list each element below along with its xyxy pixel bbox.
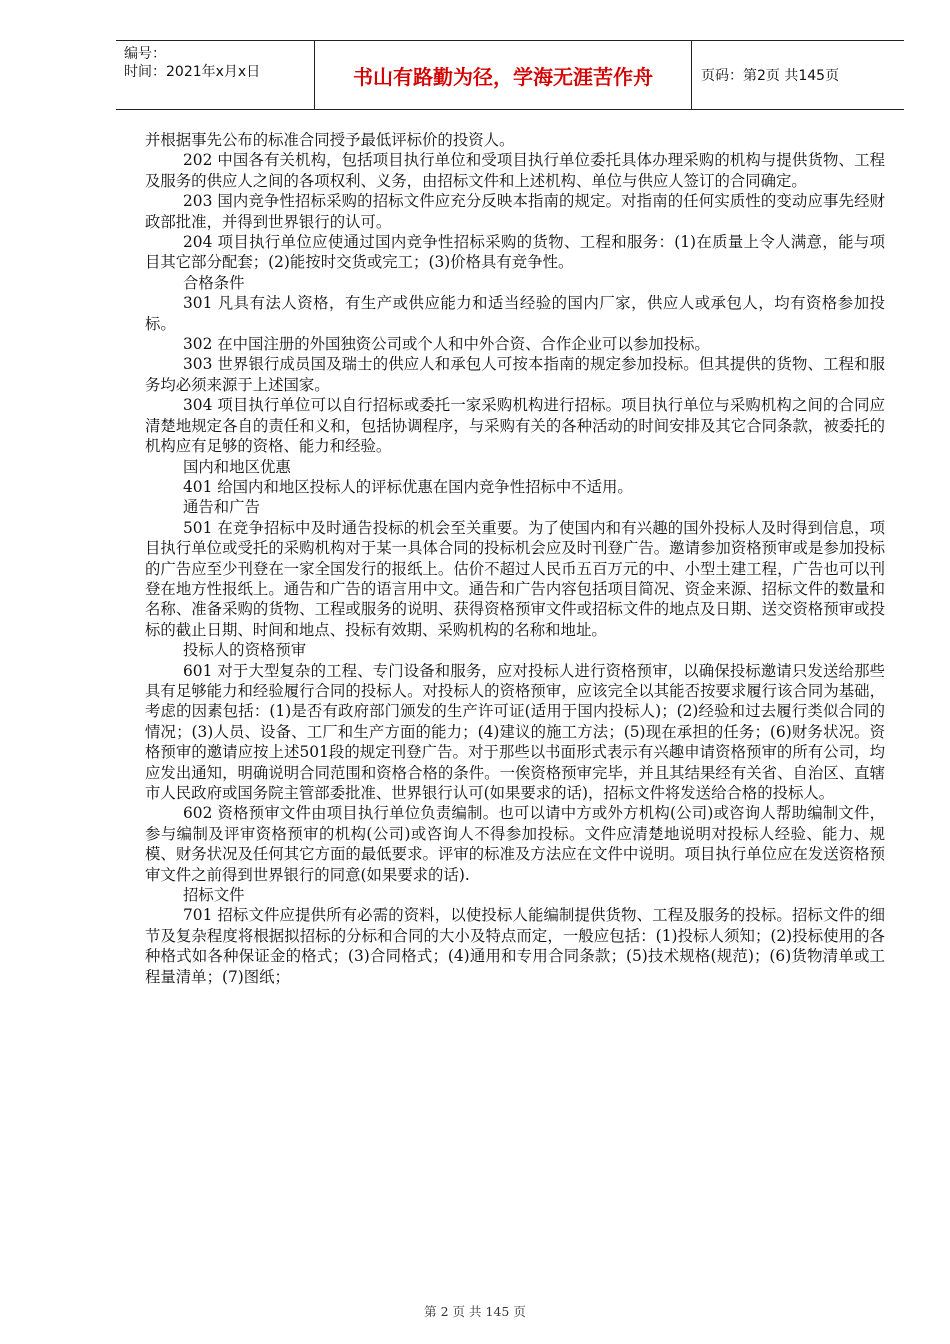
- header-motto: 书山有路勤为径，学海无涯苦作舟: [314, 41, 692, 109]
- header-meta: [116, 41, 314, 109]
- body-paragraph: 302 在中国注册的外国独资公司或个人和中外合资、合作企业可以参加投标。: [183, 335, 710, 354]
- body-paragraph: 203 国内竞争性招标采购的招标文件应充分反映本指南的规定。对指南的任何实质性的变动应事先经财政部批准，并得到世界银行的认可。: [145, 192, 885, 231]
- body-paragraph: 303 世界银行成员国及瑞士的供应人和承包人可按本指南的规定参加投标。但其提供的货物、工程和服务均必须来源于上述国家。: [145, 355, 885, 394]
- section-heading: 国内和地区优惠: [183, 457, 291, 476]
- body-paragraph: 401 给国内和地区投标人的评标优惠在国内竞争性招标中不适用。: [183, 477, 633, 496]
- body-paragraph: 202 中国各有关机构，包括项目执行单位和受项目执行单位委托具体办理采购的机构与提供货物、工程及服务的供应人之间的各项权利、义务，由招标文件和上述机构、单位与供应人签订的合同确定。: [145, 151, 885, 190]
- time-label: 时间：2021年x月x日: [124, 64, 261, 80]
- page-footer: 第 2 页 共 145 页: [424, 1304, 526, 1319]
- body-paragraph: 204 项目执行单位应使通过国内竞争性招标采购的货物、工程和服务：(1)在质量上令人满意，能与项目其它部分配套；(2)能按时交货或完工；(3)价格具有竞争性。: [145, 233, 885, 272]
- body-paragraph: 301 凡具有法人资格，有生产或供应能力和适当经验的国内厂家，供应人或承包人，均有资格参加投标。: [145, 294, 885, 333]
- body-paragraph: 并根据事先公布的标准合同授予最低评标价的投资人。: [145, 131, 515, 149]
- document-body: [145, 130, 885, 987]
- section-heading: 合格条件: [183, 273, 245, 292]
- body-paragraph: 601 对于大型复杂的工程、专门设备和服务，应对投标人进行资格预审，以确保投标邀请只发送给那些具有足够能力和经验履行合同的投标人。对投标人的资格预审，应该完全以其能否按要求履行该合同为基础，考虑的因素包括：(1)是否有政府部门颁发的生产许可证(适用于国内投标人)；(2)经验和过去履行类似合同的情况；(3)人员、设备、工厂和生产方面的能力；(4)建议的施工方法；(5)现在承担的任务；(6)财务状况。资格预审的邀请应按上述501段的规定刊登广告。对于那些以书面形式表示有兴趣申请资格预审的所有公司，均应发出通知，明确说明合同范围和资格合格的条件。一俟资格预审完毕，并且其结果经有关省、自治区、直辖市人民政府或国务院主管部委批准、世界银行认可(如果要求的话)，招标文件将发送给合格的投标人。: [145, 661, 885, 802]
- section-heading: 招标文件: [183, 886, 245, 905]
- body-paragraph: 602 资格预审文件由项目执行单位负责编制。也可以请中方或外方机构(公司)或咨询人帮助编制文件，参与编制及评审资格预审的机构(公司)或咨询人不得参加投标。文件应清楚地说明对投标人经验、能力、规模、财务状况及任何其它方面的最低要求。评审的标准及方法应在文件中说明。项目执行单位应在发送资格预审文件之前得到世界银行的同意(如果要求的话).: [145, 804, 885, 884]
- page-header: [116, 40, 904, 110]
- body-paragraph: 501 在竞争招标中及时通告投标的机会至关重要。为了使国内和有兴趣的国外投标人及时得到信息，项目执行单位或受托的采购机构对于某一具体合同的投标机会应及时刊登广告。邀请参加资格预审或是参加投标的广告应至少刊登在一家全国发行的报纸上。估价不超过人民币五百万元的中、小型土建工程，广告也可以刊登在地方性报纸上。通告和广告的语言用中文。通告和广告内容包括项目简况、资金来源、招标文件的数量和名称、准备采购的货物、工程或服务的说明、获得资格预审文件或招标文件的地点及日期、送交资格预审或投标的截止日期、时间和地点、投标有效期、采购机构的名称和地址。: [145, 518, 885, 639]
- section-heading: 通告和广告: [183, 498, 260, 517]
- section-heading: 投标人的资格预审: [183, 641, 307, 660]
- body-paragraph: 701 招标文件应提供所有必需的资料，以使投标人能编制提供货物、工程及服务的投标。招标文件的细节及复杂程度将根据拟招标的分标和合同的大小及特点而定，一般应包括：(1)投标人须知；(2)投标使用的各种格式如各种保证金的格式；(3)合同格式；(4)通用和专用合同条款；(5)技术规格(规范)；(6)货物清单或工程量清单；(7)图纸；: [145, 906, 885, 986]
- number-label: 编号：: [124, 46, 166, 62]
- header-page-info: 页码：第2页 共145页: [701, 68, 840, 84]
- body-paragraph: 304 项目执行单位可以自行招标或委托一家采购机构进行招标。项目执行单位与采购机构之间的合同应清楚地规定各自的责任和义和，包括协调程序，与采购有关的各种活动的时间安排及其它合同条款，被委托的机构应有足够的资格、能力和经验。: [145, 396, 885, 456]
